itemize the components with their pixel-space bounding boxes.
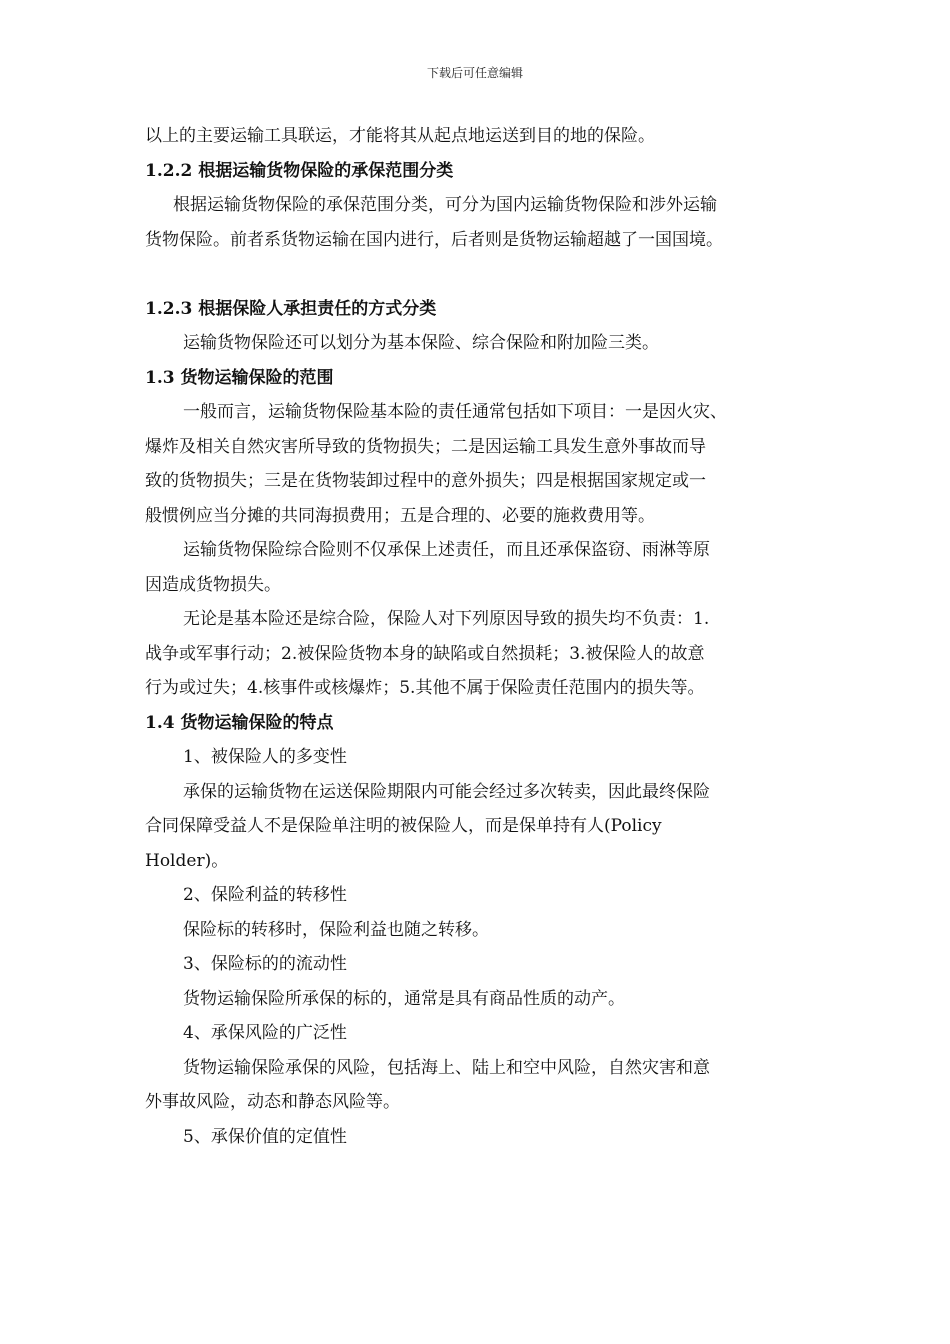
paragraph-line: 般惯例应当分摊的共同海损费用；五是合理的、必要的施救费用等。	[145, 505, 655, 526]
list-item-heading: 1、被保险人的多变性	[183, 747, 347, 767]
section-heading: 1.3 货物运输保险的范围	[145, 367, 334, 388]
paragraph-line: 货物运输保险所承保的标的，通常是具有商品性质的动产。	[183, 988, 625, 1009]
paragraph-line: 货物运输保险承保的风险，包括海上、陆上和空中风险，自然灾害和意	[183, 1057, 710, 1078]
list-item-heading: 4、承保风险的广泛性	[183, 1023, 347, 1043]
list-item-heading: 5、承保价值的定值性	[183, 1126, 347, 1147]
paragraph-line: 无论是基本险还是综合险，保险人对下列原因导致的损失均不负责：1.	[183, 609, 710, 629]
paragraph-line: 一般而言，运输货物保险基本险的责任通常包括如下项目：一是因火灾、	[183, 402, 727, 422]
paragraph-line: 行为或过失；4.核事件或核爆炸；5.其他不属于保险责任范围内的损失等。	[145, 678, 705, 698]
paragraph-line: Holder)。	[145, 850, 229, 871]
paragraph-line: 战争或军事行动；2.被保险货物本身的缺陷或自然损耗；3.被保险人的故意	[145, 643, 705, 664]
paragraph-line: 货物保险。前者系货物运输在国内进行，后者则是货物运输超越了一国国境。	[145, 229, 723, 250]
section-heading: 1.2.3 根据保险人承担责任的方式分类	[145, 298, 437, 319]
paragraph-line: 爆炸及相关自然灾害所导致的货物损失；二是因运输工具发生意外事故而导	[145, 436, 706, 457]
paragraph-line: 运输货物保险还可以划分为基本保险、综合保险和附加险三类。	[183, 333, 659, 353]
document-body	[145, 119, 815, 1154]
section-heading: 1.4 货物运输保险的特点	[145, 712, 334, 733]
list-item-heading: 3、保险标的的流动性	[183, 954, 347, 974]
body-line: 以上的主要运输工具联运，才能将其从起点地运送到目的地的保险。	[145, 126, 655, 146]
paragraph-gap	[145, 257, 815, 292]
paragraph-line: 承保的运输货物在运送保险期限内可能会经过多次转卖，因此最终保险	[183, 781, 710, 802]
paragraph-line: 因造成货物损失。	[145, 574, 281, 595]
page-header: 下载后可任意编辑	[426, 66, 523, 80]
paragraph-line: 合同保障受益人不是保险单注明的被保险人，而是保单持有人(Policy	[145, 816, 662, 836]
list-item-heading: 2、保险利益的转移性	[183, 885, 347, 905]
paragraph-line: 根据运输货物保险的承保范围分类，可分为国内运输货物保险和涉外运输	[173, 195, 717, 215]
paragraph-line: 致的货物损失；三是在货物装卸过程中的意外损失；四是根据国家规定或一	[145, 471, 706, 491]
paragraph-line: 运输货物保险综合险则不仅承保上述责任，而且还承保盗窃、雨淋等原	[183, 540, 710, 560]
paragraph-line: 外事故风险，动态和静态风险等。	[145, 1092, 400, 1112]
section-heading: 1.2.2 根据运输货物保险的承保范围分类	[145, 160, 454, 181]
paragraph-line: 保险标的转移时，保险利益也随之转移。	[183, 919, 489, 940]
